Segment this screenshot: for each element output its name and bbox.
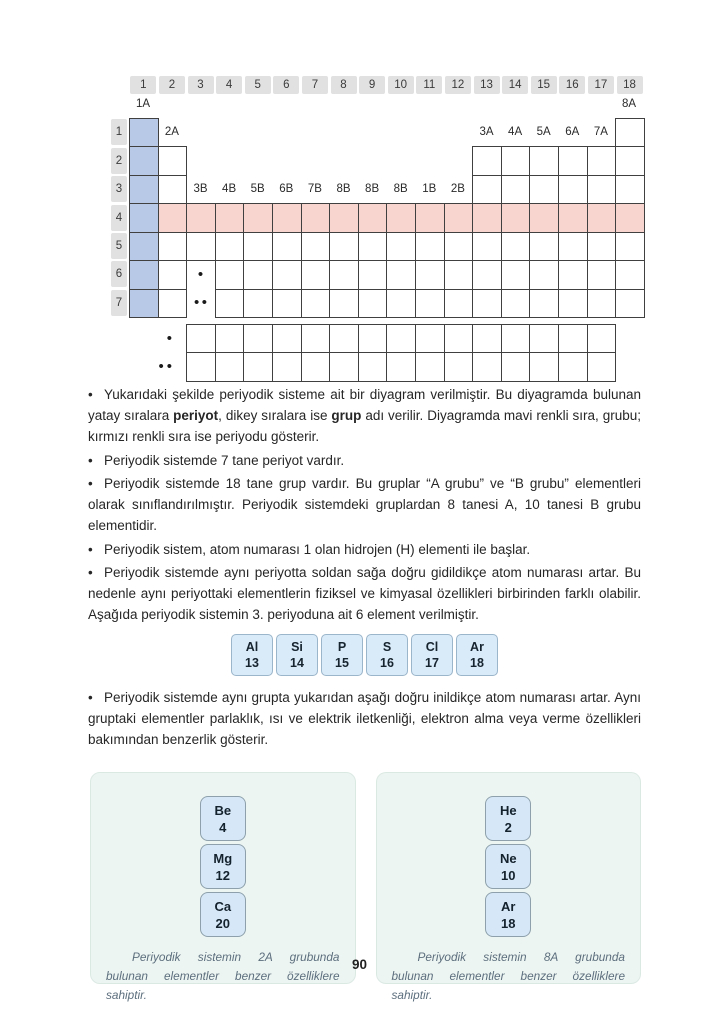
fblock-cell: [329, 324, 359, 353]
group-number-header: 3: [188, 76, 214, 94]
table-cell: [186, 232, 216, 261]
table-cell: [501, 175, 531, 204]
group-number-header: 5: [245, 76, 271, 94]
bullet-icon: •: [88, 476, 93, 491]
group-label: 8B: [365, 183, 380, 196]
table-cell: [558, 175, 588, 204]
table-cell: [129, 260, 159, 289]
content-column: [88, 384, 641, 1002]
table-cell: [615, 232, 645, 261]
fblock-cell: [415, 324, 445, 353]
paragraph-text: Yukarıdaki şekilde periyodik sisteme ait bir diyagram verilmiştir. Bu diyagramda bulunan yatay sıralara: [88, 387, 641, 423]
table-cell: [301, 232, 331, 261]
group-number-header: 14: [502, 76, 528, 94]
table-cell: [501, 260, 531, 289]
element-cell-cl: [411, 634, 453, 676]
table-cell: [301, 260, 331, 289]
table-cell: [129, 289, 159, 318]
table-cell: [215, 260, 245, 289]
group-number-header: 7: [302, 76, 328, 94]
fblock-cell: [587, 352, 617, 381]
element-cell-he: [485, 796, 531, 841]
group-number-header: 8: [331, 76, 357, 94]
group-number-header: 18: [617, 76, 643, 94]
table-cell: [615, 146, 645, 175]
table-cell: [587, 260, 617, 289]
element-number: 13: [245, 656, 259, 670]
table-cell: [243, 289, 273, 318]
fblock-cell: [186, 352, 216, 381]
paragraph-text: , dikey sıralara ise: [218, 408, 332, 423]
table-cell: [386, 232, 416, 261]
group-number-header: 4: [216, 76, 242, 94]
group-number-header: 6: [273, 76, 299, 94]
element-symbol: Ca: [214, 898, 232, 914]
table-cell: [158, 203, 188, 232]
fblock-cell: [386, 324, 416, 353]
period-number-header: 5: [111, 233, 127, 259]
element-number: 16: [380, 656, 394, 670]
table-cell: [615, 260, 645, 289]
table-cell: [587, 289, 617, 318]
table-cell: [444, 260, 474, 289]
table-cell: [587, 146, 617, 175]
group-1a-label: 1A: [135, 98, 151, 110]
fblock-cell: [501, 352, 531, 381]
table-cell: [472, 146, 502, 175]
table-cell: [558, 146, 588, 175]
group-number-header: 2: [159, 76, 185, 94]
paragraph-text: Periyodik sistemde 18 tane grup vardır. Bu gruplar “A grubu” ve “B grubu” elementleri olarak sınıflandırılmıştır. Periyodik sistemdeki gruplardan 8 tanesi A, 10 tanesi B grubu elementidir.: [88, 476, 641, 533]
group-label: 6B: [279, 183, 294, 196]
table-cell: [243, 203, 273, 232]
table-cell: [243, 260, 273, 289]
table-cell: [186, 203, 216, 232]
group-8a-label: 8A: [621, 98, 637, 110]
element-symbol: Ar: [470, 640, 484, 654]
element-cell-be: [200, 796, 246, 841]
fblock-cell: [301, 352, 331, 381]
paragraph-text: Periyodik sistem, atom numarası 1 olan hidrojen (H) elementi ile başlar.: [104, 541, 531, 557]
table-cell: [501, 146, 531, 175]
table-cell: [301, 289, 331, 318]
bullet-paragraph-3: [88, 473, 641, 536]
element-symbol: S: [382, 640, 392, 654]
table-cell: [587, 203, 617, 232]
element-cell-ca: [200, 892, 246, 937]
group-label: 7A: [593, 126, 608, 139]
table-cell: [358, 232, 388, 261]
fblock-cell: [587, 324, 617, 353]
table-cell: [158, 232, 188, 261]
fblock-cell: [558, 352, 588, 381]
page-number: 90: [351, 957, 368, 972]
table-cell: [386, 260, 416, 289]
dots-marker: ••: [193, 294, 210, 312]
group-number-header: 17: [588, 76, 614, 94]
fblock-cell: [329, 352, 359, 381]
group-label: 7B: [307, 183, 322, 196]
table-cell: [358, 260, 388, 289]
table-cell: [415, 260, 445, 289]
panel-caption: Periyodik sistemin 2A grubunda bulunan elementler benzer özelliklere sahiptir.: [106, 950, 340, 1002]
paragraph-text: adı verilir. Diyagramda mavi renkli sıra, grubu; kırmızı renkli sıra ise periyodu gösterir.: [88, 408, 641, 444]
table-cell: [272, 232, 302, 261]
bullet-paragraph-4: [88, 539, 641, 560]
paragraph-text: Periyodik sistemde 7 tane periyot vardır.: [104, 452, 345, 468]
element-cell-p: [321, 634, 363, 676]
element-number: 17: [425, 656, 439, 670]
table-cell: [243, 232, 273, 261]
periodic-table-diagram: [0, 0, 719, 398]
table-cell: [415, 232, 445, 261]
table-cell: [529, 232, 559, 261]
fblock-cell: [301, 324, 331, 353]
table-cell: [472, 232, 502, 261]
element-number: 15: [335, 656, 349, 670]
fblock-dots-marker: ••: [158, 358, 175, 376]
table-cell: [444, 203, 474, 232]
element-number: 20: [215, 915, 230, 931]
table-cell: [329, 232, 359, 261]
table-cell: [158, 175, 188, 204]
element-number: 18: [501, 915, 516, 931]
table-cell: [529, 260, 559, 289]
table-cell: [615, 175, 645, 204]
table-cell: [587, 175, 617, 204]
table-cell: [129, 146, 159, 175]
fblock-cell: [472, 352, 502, 381]
element-cell-ar2: [485, 892, 531, 937]
element-cell-ne: [485, 844, 531, 889]
element-cell-s: [366, 634, 408, 676]
bullet-paragraph-6: [88, 687, 641, 750]
element-number: 14: [290, 656, 304, 670]
bullet-icon: •: [88, 452, 93, 468]
fblock-cell: [272, 324, 302, 353]
fblock-cell: [415, 352, 445, 381]
period-number-header: 2: [111, 148, 127, 174]
table-cell: [615, 289, 645, 318]
table-cell: [358, 203, 388, 232]
element-cell-si: [276, 634, 318, 676]
table-cell: [558, 260, 588, 289]
bullet-paragraph-5: [88, 562, 641, 625]
table-cell: [501, 232, 531, 261]
table-cell: [272, 289, 302, 318]
element-symbol: P: [337, 640, 347, 654]
table-cell: [529, 175, 559, 204]
table-cell: [329, 289, 359, 318]
fblock-cell: [501, 324, 531, 353]
period-number-header: 6: [111, 261, 127, 287]
element-stack-2a: [200, 796, 246, 937]
fblock-cell: [444, 324, 474, 353]
group-number-header: 12: [445, 76, 471, 94]
table-cell: [501, 203, 531, 232]
table-cell: [529, 146, 559, 175]
element-symbol: Al: [245, 640, 259, 654]
element-number: 2: [504, 819, 512, 835]
table-cell: [129, 232, 159, 261]
table-cell: [587, 232, 617, 261]
period-number-header: 7: [111, 290, 127, 316]
table-cell: [472, 260, 502, 289]
table-cell: [415, 203, 445, 232]
element-symbol: Ar: [501, 898, 516, 914]
fblock-cell: [472, 324, 502, 353]
fblock-cell: [529, 324, 559, 353]
group-label: 4B: [222, 183, 237, 196]
table-cell: [386, 203, 416, 232]
group-label: 3B: [193, 183, 208, 196]
fblock-cell: [272, 352, 302, 381]
group-label: 5A: [536, 126, 551, 139]
group-number-header: 11: [416, 76, 442, 94]
bullet-icon: •: [88, 690, 93, 705]
element-symbol: Be: [214, 802, 232, 818]
table-cell: [615, 203, 645, 232]
group-label: 2A: [164, 126, 179, 139]
period-number-header: 1: [111, 119, 127, 145]
fblock-cell: [186, 324, 216, 353]
group-label: 6A: [565, 126, 580, 139]
table-cell: [501, 289, 531, 318]
fblock-cell: [529, 352, 559, 381]
group-label: 4A: [508, 126, 523, 139]
table-cell: [529, 289, 559, 318]
table-cell: [358, 289, 388, 318]
table-cell: [472, 289, 502, 318]
fblock-cell: [558, 324, 588, 353]
bullet-icon: •: [88, 387, 93, 402]
table-cell: [615, 118, 645, 147]
period-number-header: 4: [111, 205, 127, 231]
table-cell: [444, 232, 474, 261]
group-label: 3A: [479, 126, 494, 139]
fblock-cell: [386, 352, 416, 381]
group-number-header: 9: [359, 76, 385, 94]
element-cell-ar: [456, 634, 498, 676]
table-cell: [329, 260, 359, 289]
fblock-cell: [444, 352, 474, 381]
group-label: 8B: [336, 183, 351, 196]
table-cell: [529, 203, 559, 232]
example-panels: [90, 772, 641, 1002]
element-number: 12: [215, 867, 230, 883]
group-number-header: 16: [559, 76, 585, 94]
group-label: 5B: [250, 183, 265, 196]
fblock-cell: [358, 352, 388, 381]
group-label: 2B: [450, 183, 465, 196]
period3-element-row: [88, 634, 641, 676]
element-number: 18: [470, 656, 484, 670]
table-cell: [272, 203, 302, 232]
group-number-header: 1: [130, 76, 156, 94]
element-number: 4: [219, 819, 227, 835]
bold-term-periyot: periyot: [173, 408, 219, 423]
fblock-cell: [243, 324, 273, 353]
bullet-paragraph-1: [88, 384, 641, 447]
table-cell: [472, 203, 502, 232]
table-cell: [444, 289, 474, 318]
table-cell: [558, 203, 588, 232]
element-symbol: Si: [291, 640, 303, 654]
table-cell: [158, 260, 188, 289]
element-symbol: Cl: [425, 640, 439, 654]
fblock-cell: [358, 324, 388, 353]
paragraph-text: Periyodik sistemde aynı grupta yukarıdan aşağı doğru inildikçe atom numarası artar. Aynı gruptaki elementler parlaklık, ısı ve elektrik iletkenliği, elektron alma veya verme özellikleri bakımından benzerlik gösterir.: [88, 690, 641, 747]
element-symbol: Ne: [499, 850, 517, 866]
group-number-header: 15: [531, 76, 557, 94]
period-number-header: 3: [111, 176, 127, 202]
group-label: 1B: [422, 183, 437, 196]
element-cell-al: [231, 634, 273, 676]
table-cell: [129, 203, 159, 232]
table-cell: [158, 289, 188, 318]
element-stack-8a: [485, 796, 531, 937]
table-cell: [415, 289, 445, 318]
fblock-cell: [215, 352, 245, 381]
fblock-dots-marker: •: [166, 329, 175, 347]
table-cell: [558, 232, 588, 261]
table-cell: [329, 203, 359, 232]
paragraph-text: Periyodik sistemde aynı periyotta soldan sağa doğru gidildikçe atom numarası artar. Bu nedenle aynı periyottaki elementlerin fiziksel ve kimyasal özellikleri birbirinden farklı olabilir. Aşağıda periyodik sistemin 3. periyoduna ait 6 element verilmiştir.: [88, 565, 641, 622]
table-cell: [129, 118, 159, 147]
fblock-cell: [243, 352, 273, 381]
element-symbol: Mg: [213, 850, 233, 866]
group-number-header: 13: [474, 76, 500, 94]
group-2a-panel: [90, 772, 356, 1002]
table-cell: [301, 203, 331, 232]
panel-caption: Periyodik sistemin 8A grubunda bulunan elementler benzer özelliklere sahiptir.: [391, 950, 625, 1002]
table-cell: [272, 260, 302, 289]
table-cell: [558, 289, 588, 318]
group-8a-panel: [376, 772, 642, 1002]
group-number-header: 10: [388, 76, 414, 94]
bullet-icon: •: [88, 565, 93, 580]
bullet-paragraph-2: [88, 450, 641, 471]
element-cell-mg: [200, 844, 246, 889]
table-cell: [386, 289, 416, 318]
element-number: 10: [501, 867, 516, 883]
table-cell: [215, 232, 245, 261]
fblock-cell: [215, 324, 245, 353]
table-cell: [158, 146, 188, 175]
group-label: 8B: [393, 183, 408, 196]
bullet-icon: •: [88, 541, 93, 557]
table-cell: [215, 289, 245, 318]
table-cell: [129, 175, 159, 204]
table-cell: [215, 203, 245, 232]
dots-marker: •: [197, 265, 206, 283]
table-cell: [472, 175, 502, 204]
bold-term-grup: grup: [331, 408, 362, 423]
element-symbol: He: [499, 802, 517, 818]
